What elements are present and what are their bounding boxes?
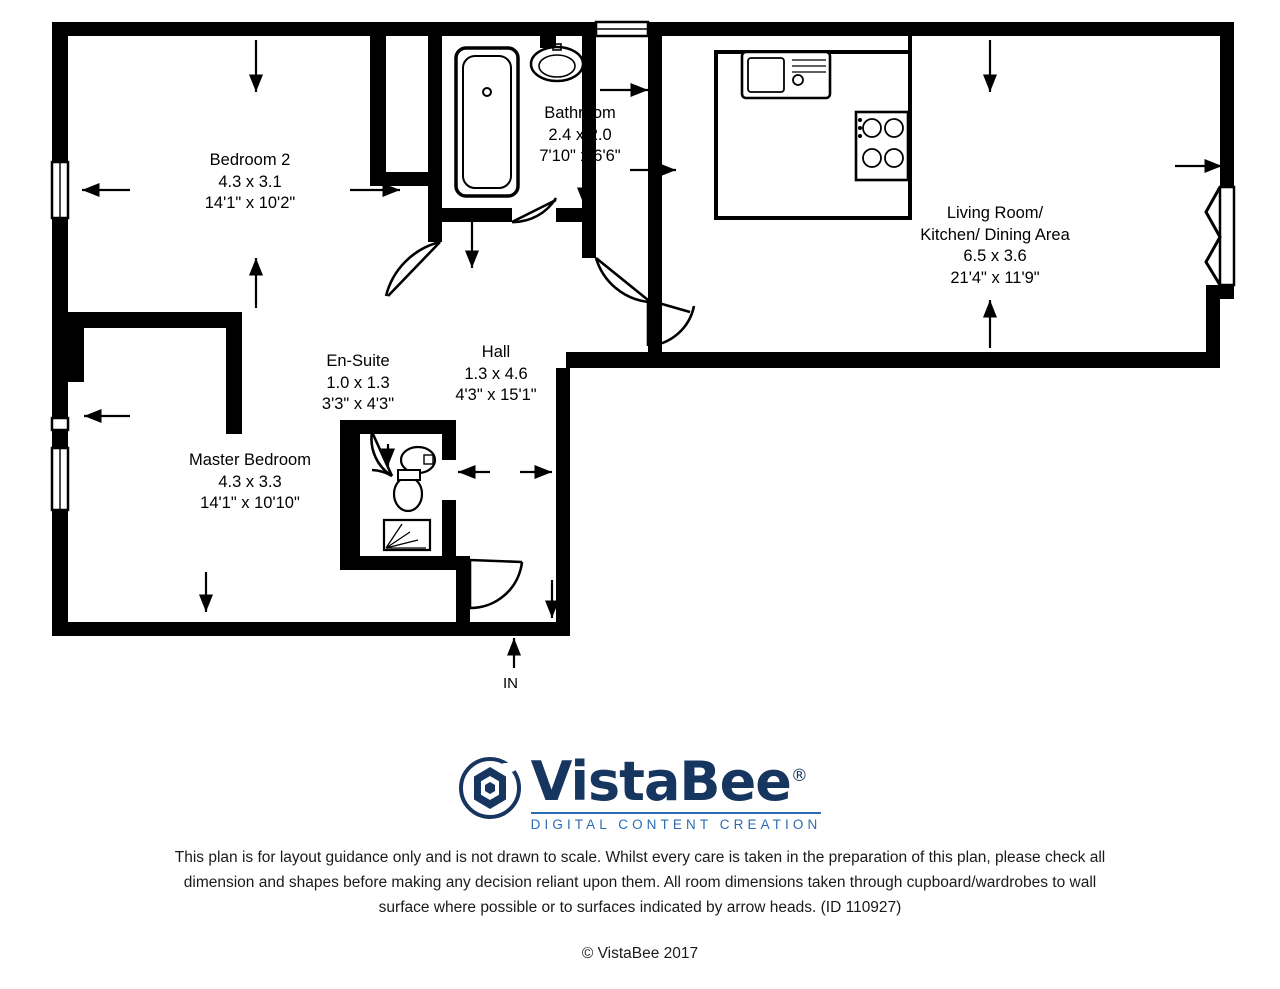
room-label-en-suite (288, 351, 428, 416)
room-metric: 4.3 x 3.3 (218, 472, 282, 491)
room-imperial: 3'3" x 4'3" (321, 395, 395, 413)
room-imperial: 4'3" x 15'1" (455, 386, 537, 404)
room-metric: 1.3 x 4.6 (464, 364, 528, 383)
room-imperial: 21'4" x 11'9" (950, 268, 1040, 287)
room-metric: 1.0 x 1.3 (326, 373, 390, 392)
room-metric: 6.5 x 3.6 (963, 247, 1027, 265)
entrance-label: IN (503, 675, 518, 692)
room-name-line2: Kitchen/ Dining Area (920, 225, 1070, 244)
room-label-bathroom (505, 103, 655, 168)
hexagon-bee-logo-icon (459, 757, 521, 824)
room-name: Hall (481, 343, 511, 361)
room-metric: 4.3 x 3.1 (218, 172, 282, 191)
room-name: Bathroom (544, 104, 616, 122)
brand-tagline: DIGITAL CONTENT CREATION (531, 812, 822, 832)
brand-word-vista: Vista (530, 750, 680, 813)
room-metric: 2.4 x 2.0 (548, 125, 612, 144)
room-label-living-kitchen-dining (890, 203, 1100, 289)
room-name: Master Bedroom (189, 451, 311, 469)
ensuite-fixtures (384, 447, 435, 550)
room-name: Bedroom 2 (209, 151, 291, 169)
room-imperial: 7'10" x 6'6" (539, 147, 621, 165)
vistabee-logo (0, 748, 1280, 832)
brand-word-bee: Bee (679, 750, 791, 813)
brand-wordmark (531, 750, 807, 813)
disclaimer-text: This plan is for layout guidance only and is not drawn to scale. Whilst every care is taken in the preparation of this plan, please check all dimension and shapes before making any decision reliant upon them. All room dimensions taken through cupboard/wardrobes to wall surface where possible or to surfaces indicated by arrow heads. (ID 110927) (174, 849, 1106, 916)
room-label-master-bedroom (150, 450, 350, 515)
room-name-line1: Living Room/ (946, 204, 1044, 222)
kitchen-fixtures (742, 52, 908, 180)
room-imperial: 14'1" x 10'10" (200, 494, 300, 512)
room-label-hall (436, 342, 556, 407)
room-label-bedroom-2 (160, 150, 340, 215)
room-imperial: 14'1" x 10'2" (204, 194, 296, 212)
copyright-text: © VistaBee 2017 (581, 945, 699, 962)
registered-mark: ® (790, 766, 807, 786)
room-name: En-Suite (326, 352, 390, 370)
